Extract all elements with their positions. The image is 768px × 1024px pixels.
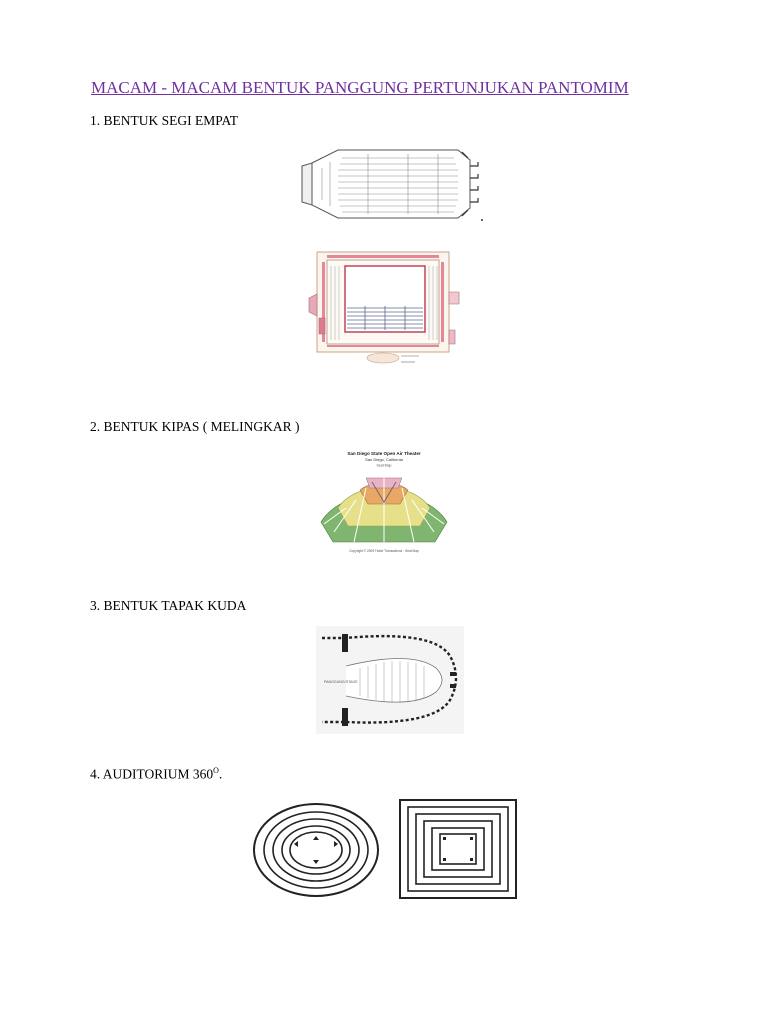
section-label: BENTUK SEGI EMPAT [103, 113, 239, 128]
section-number: 1. [90, 113, 101, 128]
section-heading-2 [90, 419, 300, 435]
degree-superscript: O [213, 766, 219, 775]
auditorium-circle-figure [250, 800, 382, 900]
section-number: 3. [90, 598, 101, 613]
section-number: 2. [90, 419, 101, 434]
section-number: 4. [90, 766, 101, 782]
fan-figure-title: San Diego State Open Air Theater [347, 451, 421, 456]
section-label: BENTUK KIPAS ( MELINGKAR ) [103, 419, 300, 434]
section-heading-3 [90, 598, 246, 614]
rectangular-stage-figure-1 [298, 138, 488, 230]
section-label-suffix: . [218, 766, 223, 782]
section-heading-4 [90, 766, 222, 783]
rectangular-stage-figure-2 [305, 246, 465, 368]
section-label: AUDITORIUM 360 [102, 766, 214, 782]
fan-figure-small-label: Seat Map [376, 463, 392, 468]
auditorium-square-figure [398, 798, 518, 900]
fan-stage-figure [316, 448, 452, 556]
fan-figure-subtitle: San Diego, California [365, 457, 403, 462]
section-label: BENTUK TAPAK KUDA [103, 598, 247, 613]
horseshoe-stage-label: PANGGUNG/STAGE [324, 680, 358, 684]
fan-figure-copyright: Copyright © 2009 Ticket Transactions · Seat Map [349, 549, 419, 553]
section-heading-1 [90, 113, 238, 129]
horseshoe-stage-figure [316, 626, 464, 734]
page-title: MACAM - MACAM BENTUK PANGGUNG PERTUNJUKAN PANTOMIM [91, 78, 629, 97]
